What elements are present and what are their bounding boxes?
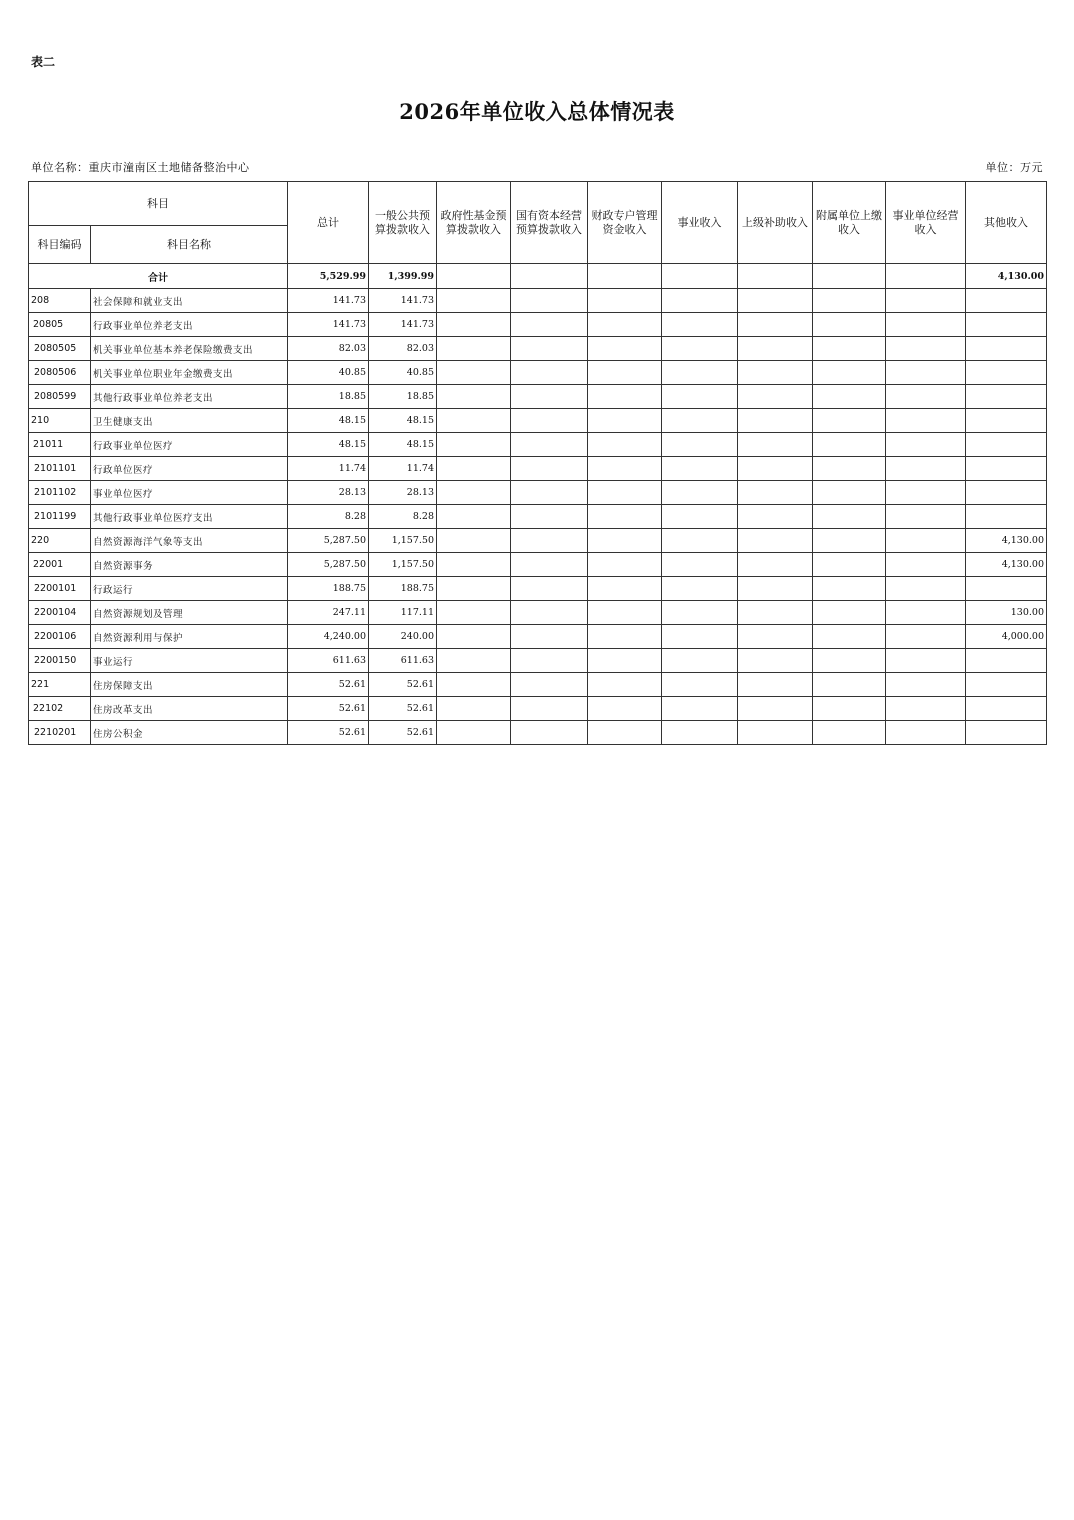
cell-subject-name: 住房公积金 <box>91 721 288 745</box>
cell-total: 141.73 <box>288 289 369 313</box>
cell-affiliated-income <box>813 505 886 529</box>
cell-gov-fund <box>437 409 511 433</box>
unit-name: 单位名称：重庆市潼南区土地储备整治中心 <box>31 161 250 174</box>
cell-superior-subsidy <box>738 577 813 601</box>
table-row <box>29 577 1047 601</box>
cell-business-income <box>662 433 738 457</box>
cell-subject-code: 2200104 <box>29 601 91 625</box>
cell-general-budget: 52.61 <box>369 721 437 745</box>
cell-business-income <box>662 337 738 361</box>
cell-other-income <box>966 481 1047 505</box>
cell-general-budget: 240.00 <box>369 625 437 649</box>
cell-general-budget: 11.74 <box>369 457 437 481</box>
total-cell-operating-income <box>886 264 966 289</box>
cell-gov-fund <box>437 721 511 745</box>
cell-business-income <box>662 721 738 745</box>
total-cell-state-capital <box>511 264 588 289</box>
cell-subject-code: 20805 <box>29 313 91 337</box>
cell-total: 188.75 <box>288 577 369 601</box>
table-row <box>29 649 1047 673</box>
cell-other-income <box>966 361 1047 385</box>
cell-state-capital <box>511 673 588 697</box>
total-cell-affiliated-income <box>813 264 886 289</box>
cell-business-income <box>662 361 738 385</box>
cell-operating-income <box>886 577 966 601</box>
cell-subject-name: 机关事业单位基本养老保险缴费支出 <box>91 337 288 361</box>
cell-fiscal-special <box>588 721 662 745</box>
cell-fiscal-special <box>588 553 662 577</box>
cell-total: 82.03 <box>288 337 369 361</box>
table-row <box>29 673 1047 697</box>
cell-operating-income <box>886 313 966 337</box>
cell-gov-fund <box>437 313 511 337</box>
cell-business-income <box>662 529 738 553</box>
cell-subject-code: 2200101 <box>29 577 91 601</box>
cell-superior-subsidy <box>738 361 813 385</box>
cell-gov-fund <box>437 481 511 505</box>
cell-subject-name: 事业运行 <box>91 649 288 673</box>
table-row <box>29 337 1047 361</box>
cell-subject-name: 行政事业单位医疗 <box>91 433 288 457</box>
cell-fiscal-special <box>588 577 662 601</box>
cell-state-capital <box>511 433 588 457</box>
cell-state-capital <box>511 505 588 529</box>
cell-operating-income <box>886 433 966 457</box>
cell-other-income <box>966 697 1047 721</box>
cell-gov-fund <box>437 385 511 409</box>
cell-gov-fund <box>437 337 511 361</box>
cell-state-capital <box>511 649 588 673</box>
cell-total: 4,240.00 <box>288 625 369 649</box>
cell-operating-income <box>886 697 966 721</box>
cell-subject-code: 2200106 <box>29 625 91 649</box>
cell-business-income <box>662 481 738 505</box>
cell-general-budget: 117.11 <box>369 601 437 625</box>
cell-subject-name: 自然资源海洋气象等支出 <box>91 529 288 553</box>
cell-fiscal-special <box>588 505 662 529</box>
cell-operating-income <box>886 649 966 673</box>
table-row <box>29 289 1047 313</box>
total-cell-fiscal-special <box>588 264 662 289</box>
cell-gov-fund <box>437 289 511 313</box>
cell-subject-code: 2101199 <box>29 505 91 529</box>
cell-state-capital <box>511 601 588 625</box>
cell-fiscal-special <box>588 649 662 673</box>
header-general-budget: 一般公共预算拨款收入 <box>369 182 437 264</box>
cell-subject-code: 210 <box>29 409 91 433</box>
cell-superior-subsidy <box>738 697 813 721</box>
cell-gov-fund <box>437 601 511 625</box>
cell-total: 48.15 <box>288 433 369 457</box>
total-cell-total: 5,529.99 <box>288 264 369 289</box>
header-operating-income: 事业单位经营收入 <box>886 182 966 264</box>
cell-business-income <box>662 553 738 577</box>
cell-state-capital <box>511 577 588 601</box>
cell-general-budget: 141.73 <box>369 313 437 337</box>
cell-total: 611.63 <box>288 649 369 673</box>
cell-other-income <box>966 337 1047 361</box>
table-row <box>29 529 1047 553</box>
table-label: 表二 <box>31 55 56 69</box>
cell-fiscal-special <box>588 601 662 625</box>
cell-other-income <box>966 673 1047 697</box>
cell-total: 141.73 <box>288 313 369 337</box>
cell-gov-fund <box>437 625 511 649</box>
cell-business-income <box>662 409 738 433</box>
table-row <box>29 433 1047 457</box>
cell-affiliated-income <box>813 409 886 433</box>
cell-operating-income <box>886 505 966 529</box>
cell-gov-fund <box>437 577 511 601</box>
cell-superior-subsidy <box>738 601 813 625</box>
cell-gov-fund <box>437 529 511 553</box>
cell-affiliated-income <box>813 433 886 457</box>
cell-subject-code: 2210201 <box>29 721 91 745</box>
cell-other-income <box>966 457 1047 481</box>
cell-state-capital <box>511 625 588 649</box>
cell-subject-name: 自然资源利用与保护 <box>91 625 288 649</box>
table-row <box>29 457 1047 481</box>
cell-affiliated-income <box>813 289 886 313</box>
cell-superior-subsidy <box>738 721 813 745</box>
cell-general-budget: 48.15 <box>369 433 437 457</box>
cell-fiscal-special <box>588 409 662 433</box>
cell-subject-name: 行政运行 <box>91 577 288 601</box>
cell-superior-subsidy <box>738 673 813 697</box>
cell-business-income <box>662 577 738 601</box>
cell-fiscal-special <box>588 697 662 721</box>
cell-total: 52.61 <box>288 721 369 745</box>
cell-other-income <box>966 289 1047 313</box>
cell-other-income <box>966 313 1047 337</box>
total-cell-other-income: 4,130.00 <box>966 264 1047 289</box>
cell-gov-fund <box>437 697 511 721</box>
table-row <box>29 385 1047 409</box>
total-cell-business-income <box>662 264 738 289</box>
cell-subject-code: 2101101 <box>29 457 91 481</box>
cell-fiscal-special <box>588 625 662 649</box>
cell-total: 40.85 <box>288 361 369 385</box>
cell-total: 8.28 <box>288 505 369 529</box>
table-body <box>29 264 1047 745</box>
cell-fiscal-special <box>588 385 662 409</box>
header-gov-fund: 政府性基金预算拨款收入 <box>437 182 511 264</box>
header-subject-code: 科目编码 <box>29 226 91 264</box>
total-label: 合计 <box>29 264 288 289</box>
cell-other-income <box>966 409 1047 433</box>
cell-other-income <box>966 385 1047 409</box>
cell-fiscal-special <box>588 289 662 313</box>
cell-subject-code: 2101102 <box>29 481 91 505</box>
cell-affiliated-income <box>813 385 886 409</box>
cell-general-budget: 52.61 <box>369 697 437 721</box>
cell-fiscal-special <box>588 337 662 361</box>
cell-operating-income <box>886 601 966 625</box>
header-fiscal-special: 财政专户管理资金收入 <box>588 182 662 264</box>
cell-superior-subsidy <box>738 385 813 409</box>
cell-fiscal-special <box>588 481 662 505</box>
cell-general-budget: 141.73 <box>369 289 437 313</box>
cell-superior-subsidy <box>738 409 813 433</box>
cell-superior-subsidy <box>738 457 813 481</box>
cell-general-budget: 48.15 <box>369 409 437 433</box>
table-row <box>29 625 1047 649</box>
cell-subject-code: 21011 <box>29 433 91 457</box>
total-cell-superior-subsidy <box>738 264 813 289</box>
cell-state-capital <box>511 313 588 337</box>
table-row <box>29 721 1047 745</box>
cell-other-income <box>966 433 1047 457</box>
cell-general-budget: 82.03 <box>369 337 437 361</box>
cell-total: 5,287.50 <box>288 529 369 553</box>
cell-subject-name: 其他行政事业单位医疗支出 <box>91 505 288 529</box>
cell-business-income <box>662 289 738 313</box>
cell-business-income <box>662 457 738 481</box>
total-row <box>29 264 1047 289</box>
cell-subject-name: 住房改革支出 <box>91 697 288 721</box>
cell-total: 48.15 <box>288 409 369 433</box>
cell-superior-subsidy <box>738 289 813 313</box>
cell-state-capital <box>511 289 588 313</box>
cell-state-capital <box>511 457 588 481</box>
cell-general-budget: 1,157.50 <box>369 529 437 553</box>
cell-operating-income <box>886 673 966 697</box>
cell-business-income <box>662 313 738 337</box>
cell-general-budget: 1,157.50 <box>369 553 437 577</box>
cell-operating-income <box>886 481 966 505</box>
header-state-capital: 国有资本经营预算拨款收入 <box>511 182 588 264</box>
cell-subject-code: 2080506 <box>29 361 91 385</box>
cell-general-budget: 8.28 <box>369 505 437 529</box>
cell-affiliated-income <box>813 361 886 385</box>
cell-subject-name: 事业单位医疗 <box>91 481 288 505</box>
cell-affiliated-income <box>813 721 886 745</box>
table-row <box>29 409 1047 433</box>
table-row <box>29 361 1047 385</box>
header-subject-name: 科目名称 <box>91 226 288 264</box>
cell-state-capital <box>511 697 588 721</box>
cell-other-income <box>966 505 1047 529</box>
cell-business-income <box>662 649 738 673</box>
cell-total: 5,287.50 <box>288 553 369 577</box>
cell-fiscal-special <box>588 529 662 553</box>
cell-fiscal-special <box>588 433 662 457</box>
cell-subject-name: 其他行政事业单位养老支出 <box>91 385 288 409</box>
cell-state-capital <box>511 409 588 433</box>
cell-gov-fund <box>437 457 511 481</box>
cell-superior-subsidy <box>738 433 813 457</box>
cell-operating-income <box>886 289 966 313</box>
cell-gov-fund <box>437 361 511 385</box>
cell-total: 11.74 <box>288 457 369 481</box>
cell-total: 52.61 <box>288 673 369 697</box>
cell-subject-code: 2200150 <box>29 649 91 673</box>
cell-superior-subsidy <box>738 649 813 673</box>
cell-business-income <box>662 673 738 697</box>
cell-affiliated-income <box>813 481 886 505</box>
cell-affiliated-income <box>813 337 886 361</box>
cell-gov-fund <box>437 649 511 673</box>
header-superior-subsidy: 上级补助收入 <box>738 182 813 264</box>
header-business-income: 事业收入 <box>662 182 738 264</box>
cell-fiscal-special <box>588 313 662 337</box>
cell-affiliated-income <box>813 313 886 337</box>
cell-operating-income <box>886 385 966 409</box>
cell-total: 28.13 <box>288 481 369 505</box>
cell-general-budget: 611.63 <box>369 649 437 673</box>
income-table <box>28 181 1047 745</box>
cell-business-income <box>662 385 738 409</box>
cell-gov-fund <box>437 553 511 577</box>
cell-superior-subsidy <box>738 625 813 649</box>
cell-state-capital <box>511 481 588 505</box>
cell-superior-subsidy <box>738 313 813 337</box>
cell-superior-subsidy <box>738 481 813 505</box>
cell-operating-income <box>886 529 966 553</box>
cell-operating-income <box>886 409 966 433</box>
cell-state-capital <box>511 721 588 745</box>
cell-superior-subsidy <box>738 553 813 577</box>
cell-state-capital <box>511 529 588 553</box>
cell-subject-name: 机关事业单位职业年金缴费支出 <box>91 361 288 385</box>
cell-subject-name: 卫生健康支出 <box>91 409 288 433</box>
cell-business-income <box>662 601 738 625</box>
cell-state-capital <box>511 337 588 361</box>
table-row <box>29 481 1047 505</box>
cell-fiscal-special <box>588 361 662 385</box>
cell-total: 247.11 <box>288 601 369 625</box>
cell-affiliated-income <box>813 625 886 649</box>
cell-superior-subsidy <box>738 529 813 553</box>
cell-subject-code: 2080599 <box>29 385 91 409</box>
cell-other-income: 4,130.00 <box>966 529 1047 553</box>
cell-gov-fund <box>437 433 511 457</box>
cell-affiliated-income <box>813 577 886 601</box>
cell-operating-income <box>886 625 966 649</box>
cell-other-income: 130.00 <box>966 601 1047 625</box>
cell-fiscal-special <box>588 673 662 697</box>
cell-other-income <box>966 721 1047 745</box>
cell-other-income <box>966 649 1047 673</box>
cell-total: 18.85 <box>288 385 369 409</box>
cell-state-capital <box>511 361 588 385</box>
cell-gov-fund <box>437 673 511 697</box>
cell-superior-subsidy <box>738 505 813 529</box>
cell-general-budget: 188.75 <box>369 577 437 601</box>
cell-fiscal-special <box>588 457 662 481</box>
total-cell-general-budget: 1,399.99 <box>369 264 437 289</box>
page-title: 2026年单位收入总体情况表 <box>399 99 675 124</box>
cell-subject-name: 行政单位医疗 <box>91 457 288 481</box>
cell-affiliated-income <box>813 529 886 553</box>
header-other-income: 其他收入 <box>966 182 1047 264</box>
cell-general-budget: 52.61 <box>369 673 437 697</box>
header-total: 总计 <box>288 182 369 264</box>
cell-affiliated-income <box>813 697 886 721</box>
cell-subject-code: 220 <box>29 529 91 553</box>
cell-subject-name: 社会保障和就业支出 <box>91 289 288 313</box>
table-row <box>29 505 1047 529</box>
cell-subject-code: 22001 <box>29 553 91 577</box>
cell-subject-name: 自然资源事务 <box>91 553 288 577</box>
table-row <box>29 313 1047 337</box>
cell-affiliated-income <box>813 457 886 481</box>
cell-operating-income <box>886 337 966 361</box>
cell-general-budget: 40.85 <box>369 361 437 385</box>
cell-subject-name: 自然资源规划及管理 <box>91 601 288 625</box>
cell-operating-income <box>886 457 966 481</box>
cell-state-capital <box>511 385 588 409</box>
cell-affiliated-income <box>813 673 886 697</box>
cell-affiliated-income <box>813 649 886 673</box>
table-row <box>29 553 1047 577</box>
cell-gov-fund <box>437 505 511 529</box>
cell-subject-code: 208 <box>29 289 91 313</box>
unit-label: 单位：万元 <box>985 161 1043 174</box>
cell-subject-code: 2080505 <box>29 337 91 361</box>
table-row <box>29 601 1047 625</box>
header-affiliated-income: 附属单位上缴收入 <box>813 182 886 264</box>
cell-other-income: 4,000.00 <box>966 625 1047 649</box>
cell-subject-code: 22102 <box>29 697 91 721</box>
cell-subject-code: 221 <box>29 673 91 697</box>
cell-other-income <box>966 577 1047 601</box>
cell-total: 52.61 <box>288 697 369 721</box>
cell-operating-income <box>886 721 966 745</box>
cell-operating-income <box>886 361 966 385</box>
cell-superior-subsidy <box>738 337 813 361</box>
cell-affiliated-income <box>813 553 886 577</box>
cell-general-budget: 18.85 <box>369 385 437 409</box>
cell-general-budget: 28.13 <box>369 481 437 505</box>
cell-affiliated-income <box>813 601 886 625</box>
cell-operating-income <box>886 553 966 577</box>
cell-business-income <box>662 505 738 529</box>
cell-subject-name: 住房保障支出 <box>91 673 288 697</box>
cell-business-income <box>662 697 738 721</box>
cell-state-capital <box>511 553 588 577</box>
cell-subject-name: 行政事业单位养老支出 <box>91 313 288 337</box>
total-cell-gov-fund <box>437 264 511 289</box>
cell-other-income: 4,130.00 <box>966 553 1047 577</box>
table-row <box>29 697 1047 721</box>
cell-business-income <box>662 625 738 649</box>
header-subject-group: 科目 <box>29 182 288 226</box>
